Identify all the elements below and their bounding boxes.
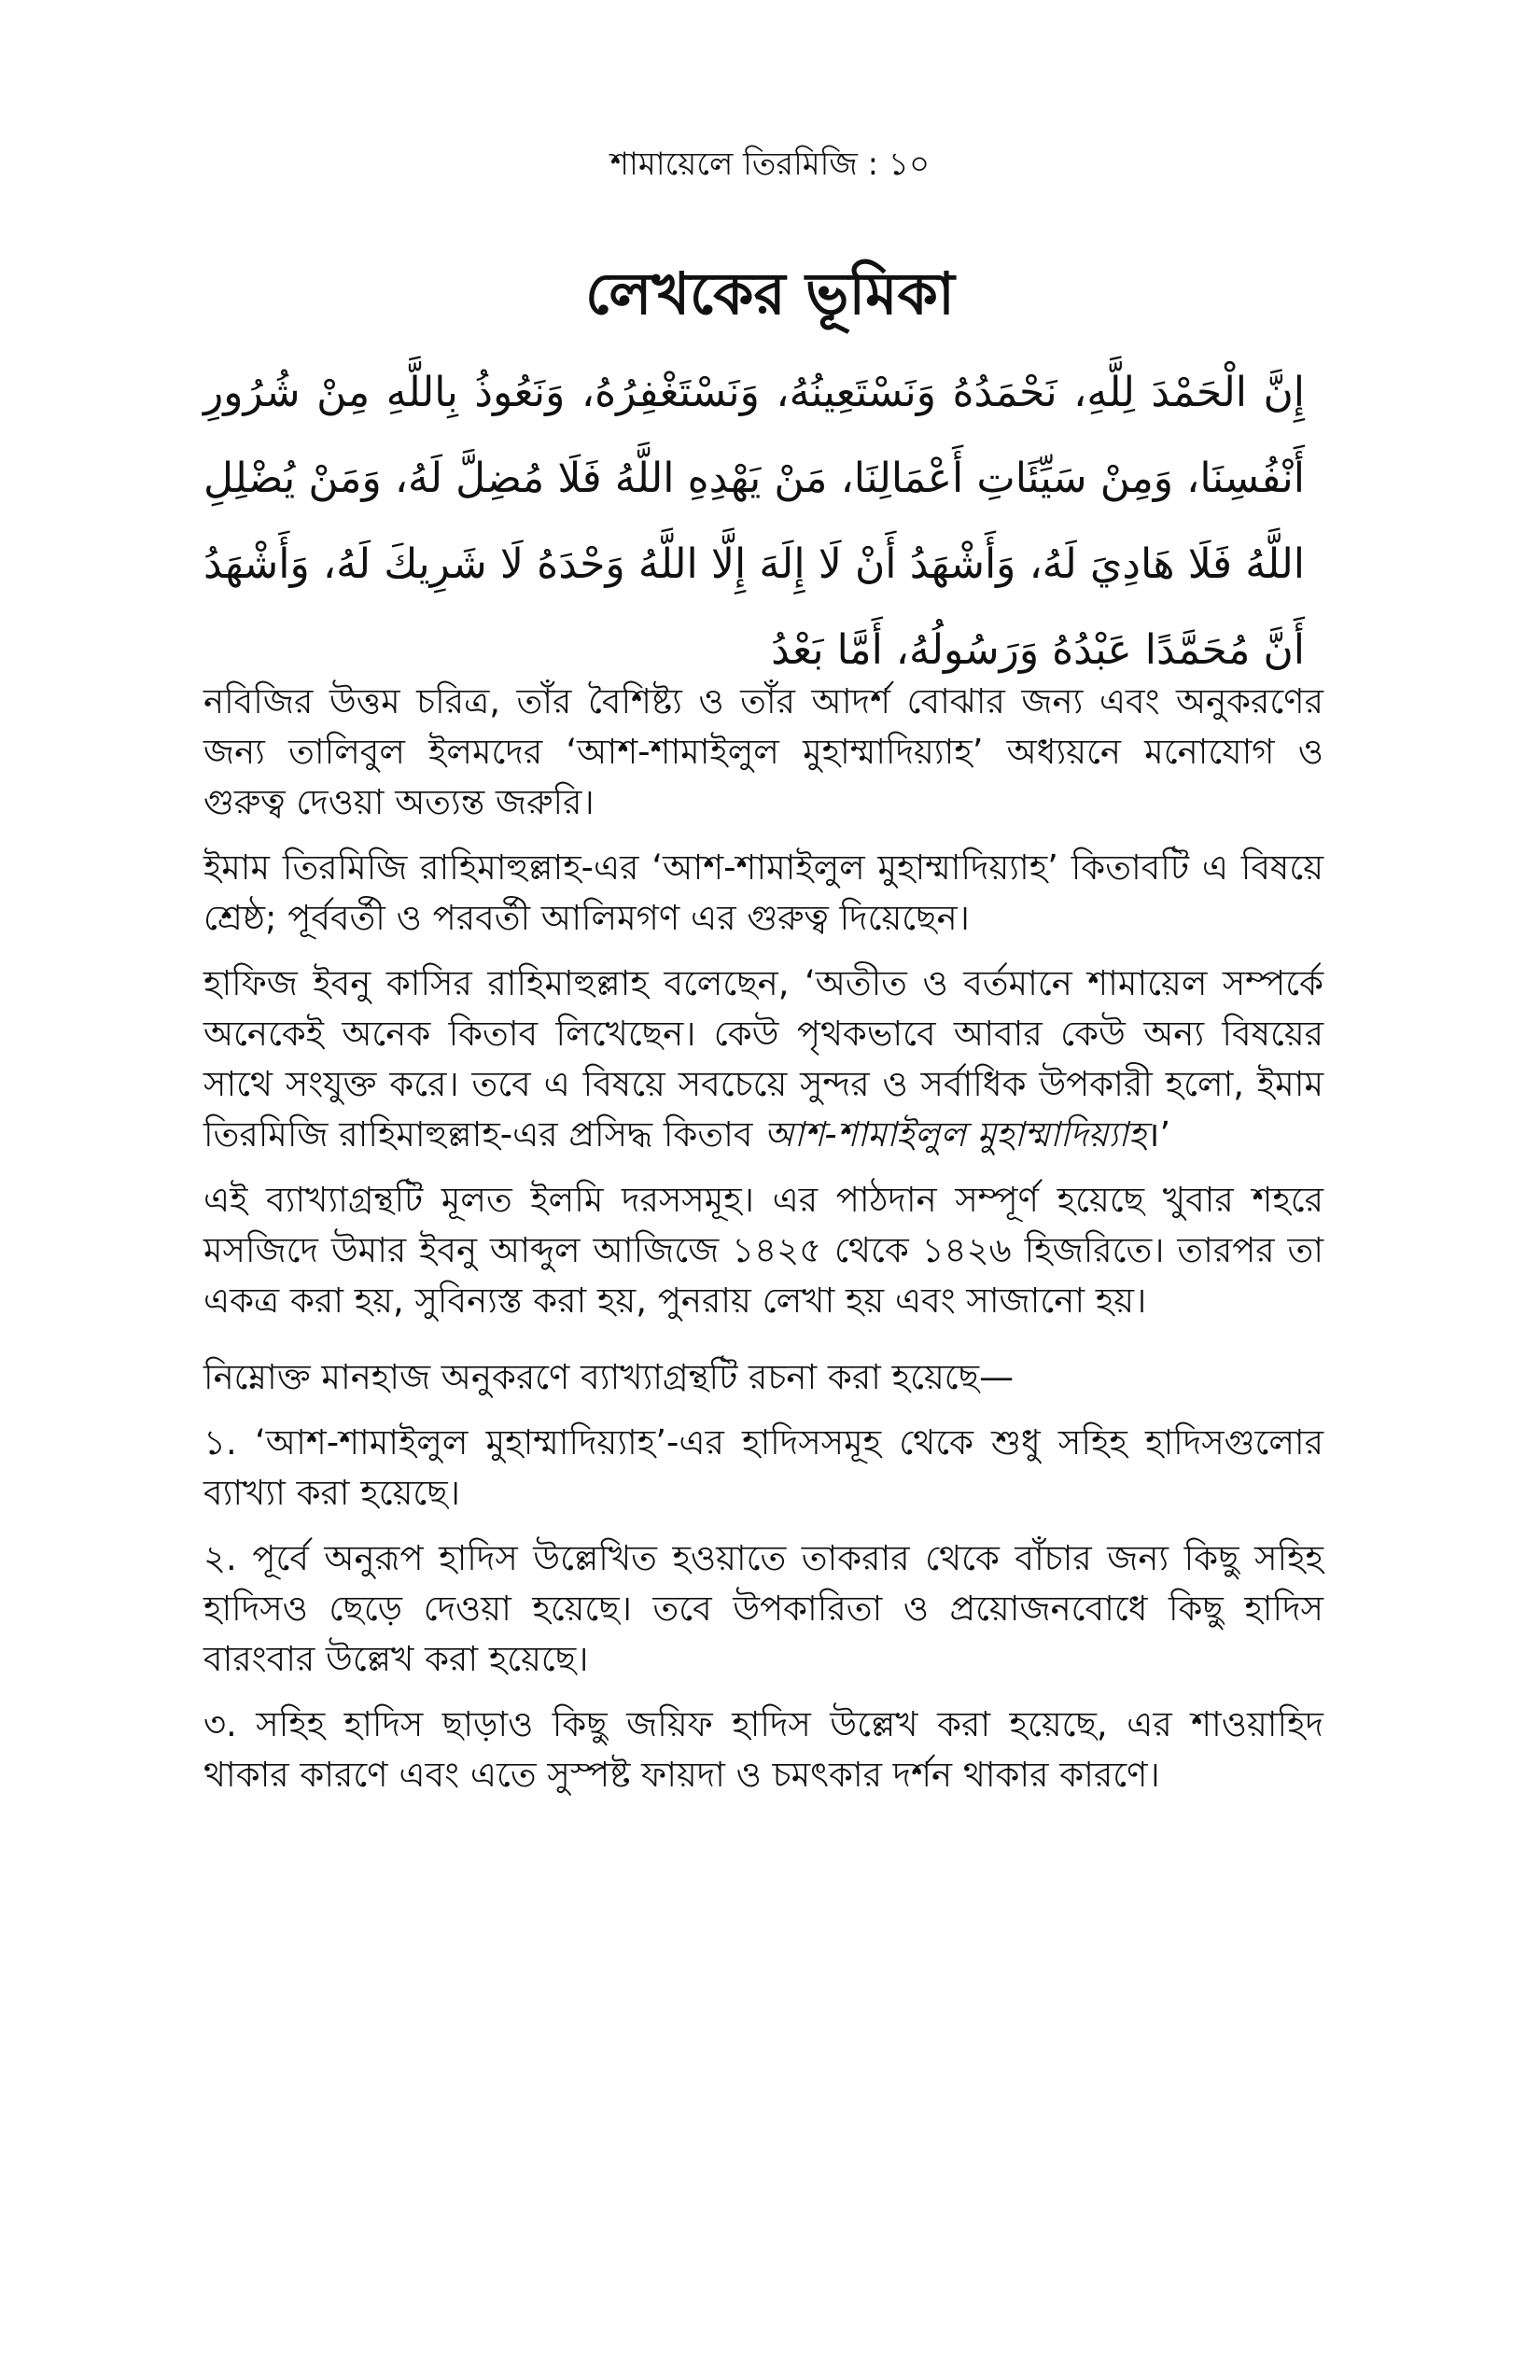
- paragraph-tirmidhi-book: ইমাম তিরমিজি রাহিমাহুল্লাহ-এর ‘আশ-শামাইলুল মুহাম্মাদিয়্যাহ’ কিতাবটি এ বিষয়ে শ্রেষ্ঠ; পূর্ববর্তী ও পরবর্তী আলিমগণ এর গুরুত্ব দিয়েছেন।: [203, 847, 1323, 938]
- book-title-italic: আশ-শামাইলুল মুহাম্মাদিয়্যাহ: [763, 1114, 1147, 1155]
- paragraph-prophet-character: নবিজির উত্তম চরিত্র, তাঁর বৈশিষ্ট্য ও তাঁর আদর্শ বোঝার জন্য এবং অনুকরণের জন্য তালিবুল ইলমদের ‘আশ-শামাইলুল মুহাম্মাদিয়্যাহ’ অধ্যয়নে মনোযোগ ও গুরুত্ব দেওয়া অত্যন্ত জরুরি।: [203, 681, 1323, 822]
- chapter-title: লেখকের ভূমিকা: [585, 259, 955, 328]
- body-text: [203, 677, 1323, 1815]
- running-header: শামায়েলে তিরমিজি : ১০: [609, 146, 931, 183]
- quote-end: ।’: [1146, 1114, 1171, 1155]
- methodology-item-1: ১. ‘আশ-শামাইলুল মুহাম্মাদিয়্যাহ’-এর হাদিসসমূহ থেকে শুধু সহিহ হাদিসগুলোর ব্যাখ্যা করা হয়েছে।: [203, 1422, 1323, 1513]
- methodology-item-3: ৩. সহিহ হাদিস ছাড়াও কিছু জয়িফ হাদিস উল্লেখ করা হয়েছে, এর শাওয়াহিদ থাকার কারণে এবং এতে সুস্পষ্ট ফায়দা ও চমৎকার দর্শন থাকার কারণে।: [203, 1704, 1323, 1795]
- quote-text: হাফিজ ইবনু কাসির রাহিমাহুল্লাহ বলেছেন, ‘অতীত ও বর্তমানে শামায়েল সম্পর্কে অনেকেই অনেক কিতাব লিখেছেন। কেউ পৃথকভাবে আবার কেউ অন্য বিষয়ের সাথে সংযুক্ত করে। তবে এ বিষয়ে সবচেয়ে সুন্দর ও সর্বাধিক উপকারী হলো, ইমাম তিরমিজি রাহিমাহুল্লাহ-এর প্রসিদ্ধ কিতাব: [203, 963, 1323, 1155]
- paragraph-origin-of-commentary: এই ব্যাখ্যাগ্রন্থটি মূলত ইলমি দরসসমূহ। এর পাঠদান সম্পূর্ণ হয়েছে খুবার শহরে মসজিদে উমার ইবনু আব্দুল আজিজে ১৪২৫ থেকে ১৪২৬ হিজরিতে। তারপর তা একত্র করা হয়, সুবিন্যস্ত করা হয়, পুনরায় লেখা হয় এবং সাজানো হয়।: [203, 1180, 1323, 1321]
- methodology-item-2: ২. পূর্বে অনুরূপ হাদিস উল্লেখিত হওয়াতে তাকরার থেকে বাঁচার জন্য কিছু সহিহ হাদিসও ছেড়ে দেওয়া হয়েছে। তবে উপকারিতা ও প্রয়োজনবোধে কিছু হাদিস বারংবার উল্লেখ করা হয়েছে।: [203, 1538, 1323, 1679]
- arabic-opening-invocation: إِنَّ الْحَمْدَ لِلَّهِ، نَحْمَدُهُ وَنَسْتَعِينُهُ، وَنَسْتَغْفِرُهُ، وَنَعُوذُ بِاللَّهِ مِنْ شُرُورِ أَنْفُسِنَا، وَمِنْ سَيِّئَاتِ أَعْمَالِنَا، مَنْ يَهْدِهِ اللَّهُ فَلَا مُضِلَّ لَهُ، وَمَنْ يُضْلِلِ اللَّهُ فَلَا هَادِيَ لَهُ، وَأَشْهَدُ أَنْ لَا إِلَهَ إِلَّا اللَّهُ وَحْدَهُ لَا شَرِيكَ لَهُ، وَأَشْهَدُ أَنَّ مُحَمَّدًا عَبْدُهُ وَرَسُولُهُ، أَمَّا بَعْدُ: [203, 369, 1305, 674]
- paragraph-methodology-intro: নিম্নোক্ত মানহাজ অনুকরণে ব্যাখ্যাগ্রন্থটি রচনা করা হয়েছে—: [203, 1357, 1015, 1397]
- paragraph-ibn-kathir-quote: [203, 959, 1323, 1160]
